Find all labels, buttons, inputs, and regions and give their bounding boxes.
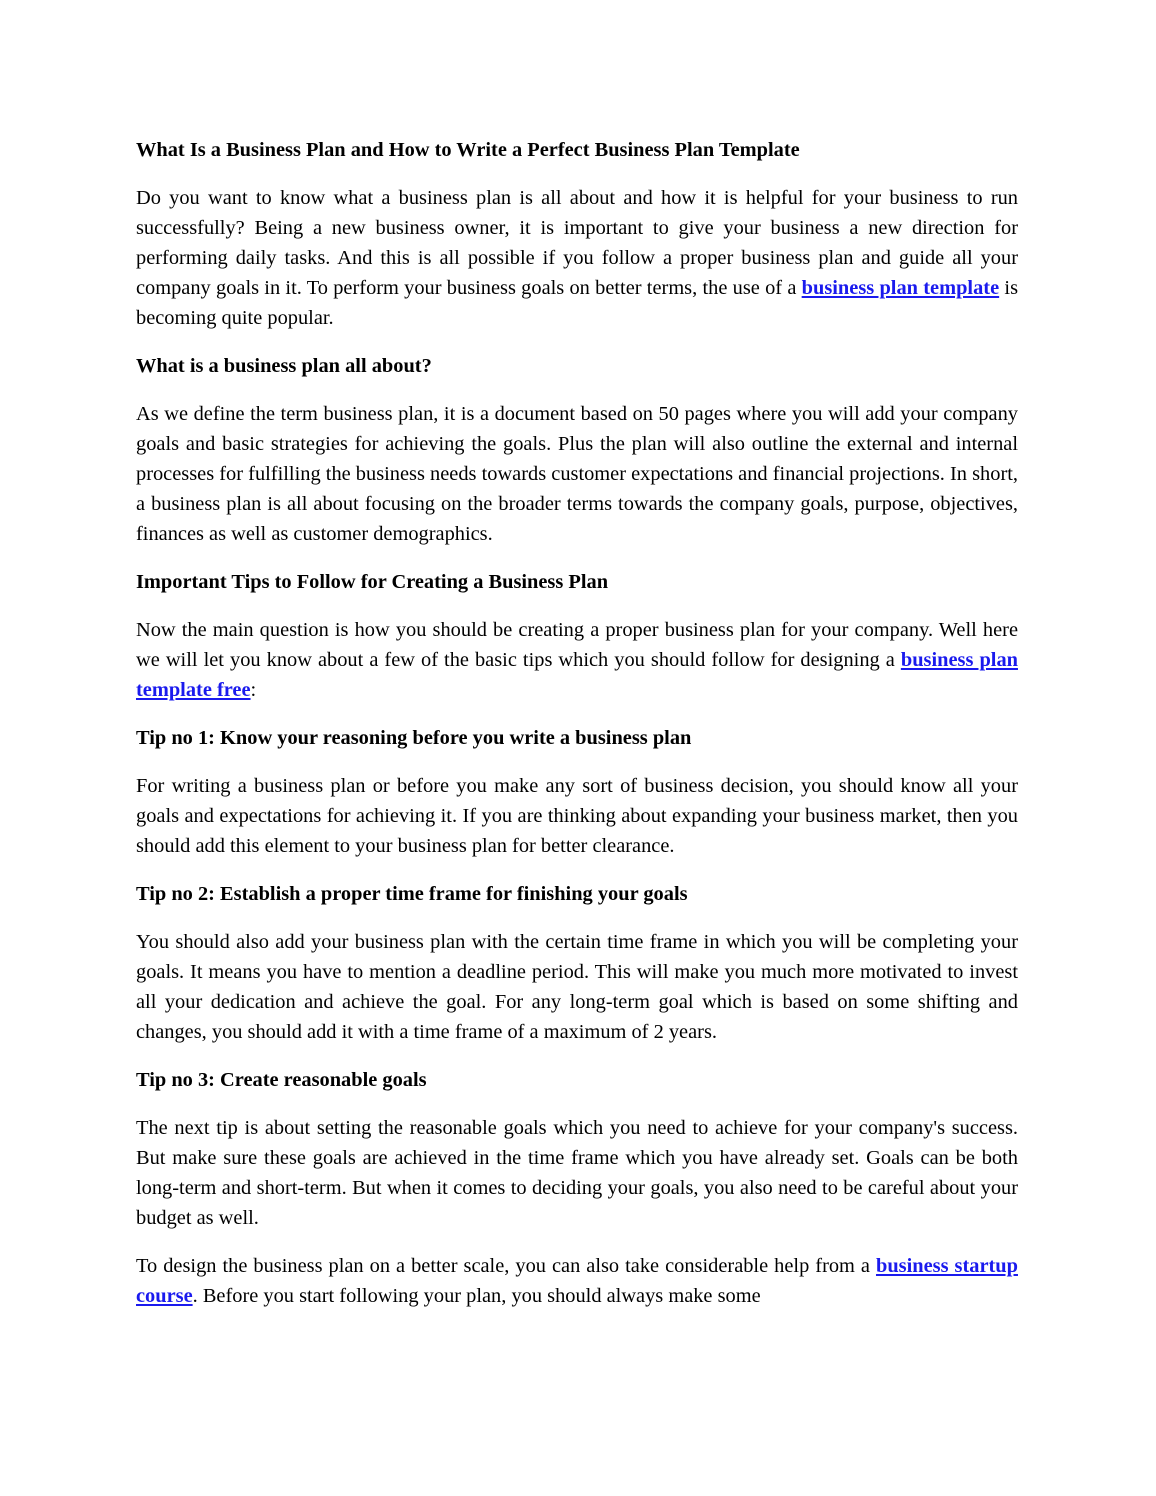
intro-text-end: is becoming quite popular.	[136, 277, 1019, 329]
tip3-heading: Tip no 3: Create reasonable goals	[136, 1069, 427, 1091]
business-startup-course-link[interactable]: business startup course	[136, 1255, 1018, 1307]
closing-text-end: . Before you start following your plan, you should always make some	[192, 1285, 761, 1307]
closing-text: To design the business plan on a better scale, you can also take considerable help from a	[136, 1255, 876, 1277]
section-paragraph-what-is: As we define the term business plan, it is a document based on 50 pages where you will add your company goals and basic strategies for achieving the goals. Plus the plan will also outline the external and internal processes for fulfilling the business needs towards customer expectations and financial projections. In short, a business plan is all about focusing on the broader terms towards the company goals, purpose, objectives, finances as well as customer demographics.	[136, 403, 1018, 545]
closing-paragraph	[136, 1251, 1018, 1311]
section-paragraph-tips	[136, 615, 1018, 705]
tip1-paragraph: For writing a business plan or before you make any sort of business decision, you should know all your goals and expectations for achieving it. If you are thinking about expanding your business market, then you should add this element to your business plan for better clearance.	[136, 775, 1018, 857]
tip3-paragraph: The next tip is about setting the reasonable goals which you need to achieve for your company's success. But make sure these goals are achieved in the time frame which you have already set. Goals can be both long-term and short-term. But when it comes to deciding your goals, you also need to be careful about your budget as well.	[136, 1117, 1018, 1229]
section-heading-tips: Important Tips to Follow for Creating a Business Plan	[136, 571, 609, 593]
intro-paragraph	[136, 183, 1018, 333]
document-title: What Is a Business Plan and How to Write a Perfect Business Plan Template	[136, 139, 800, 161]
section-heading-what-is: What is a business plan all about?	[136, 355, 432, 377]
tips-text-end: :	[250, 679, 257, 701]
tip2-paragraph: You should also add your business plan with the certain time frame in which you will be completing your goals. It means you have to mention a deadline period. This will make you much more motivated to invest all your dedication and achieve the goal. For any long-term goal which is based on some shifting and changes, you should add it with a time frame of a maximum of 2 years.	[136, 931, 1018, 1043]
tip2-heading: Tip no 2: Establish a proper time frame for finishing your goals	[136, 883, 688, 905]
business-plan-template-link[interactable]: business plan template	[801, 277, 1000, 299]
tip1-heading: Tip no 1: Know your reasoning before you write a business plan	[136, 727, 692, 749]
intro-text: Do you want to know what a business plan is all about and how it is helpful for your business to run successfully? Being a new business owner, it is important to give your business a new direction for performing daily tasks. And this is all possible if you follow a proper business plan and guide all your company goals in it. To perform your business goals on better terms, the use of a	[136, 187, 1018, 299]
document-page	[136, 135, 1018, 1329]
tips-text: Now the main question is how you should be creating a proper business plan for your company. Well here we will let you know about a few of the basic tips which you should follow for designing a	[136, 619, 1018, 671]
business-plan-template-free-link[interactable]: business plan template free	[136, 649, 1018, 701]
